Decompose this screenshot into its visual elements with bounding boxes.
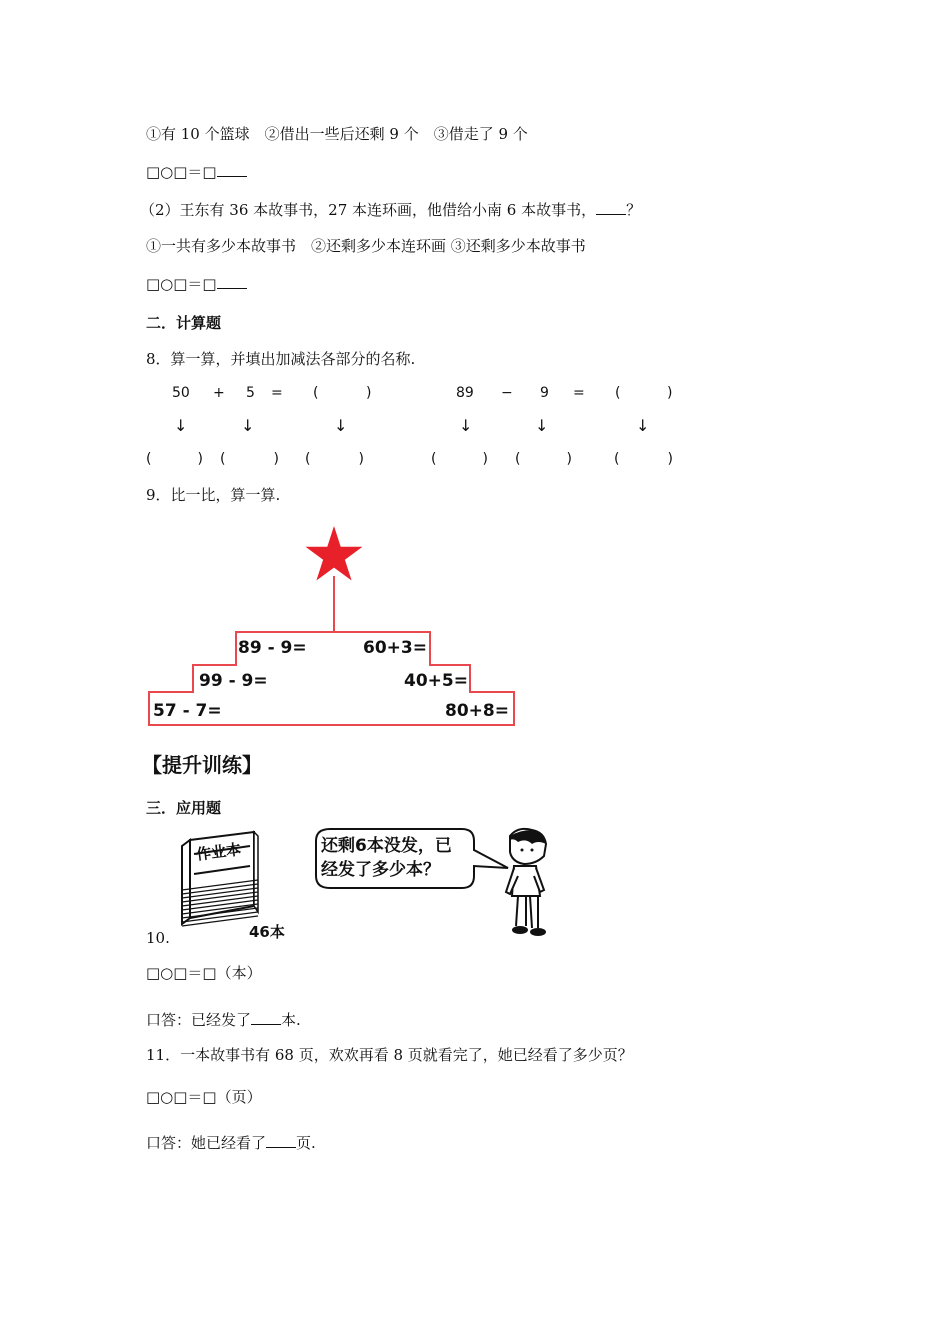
bubble-line-2: 经发了多少本？ <box>321 860 440 880</box>
formula-text: □○□＝□ <box>146 275 217 293</box>
paren-close: ) <box>566 451 572 467</box>
q11-answer <box>146 1133 316 1153</box>
q8-eq1-addend1: 50 <box>172 385 190 401</box>
q9-bot-right: 80+8= <box>445 701 509 721</box>
book-count-label: 46本 <box>249 923 285 941</box>
q10-answer-prefix: 口答：已经发了 <box>146 1011 252 1029</box>
q7-part2-formula <box>146 274 247 294</box>
q9-bot-left: 57 - 7= <box>153 701 222 721</box>
down-arrow-icon: ↓ <box>174 416 188 435</box>
q8-eq2-minus: − <box>501 385 513 401</box>
paren-open: ( <box>515 451 521 467</box>
q8-eq2-paren-open: ( <box>615 385 621 401</box>
formula-text: □○□＝□ <box>146 163 217 181</box>
down-arrow-icon: ↓ <box>535 416 549 435</box>
q8-eq2-paren-close: ) <box>667 385 673 401</box>
name-blank-3[interactable] <box>305 451 364 467</box>
paren-open: ( <box>220 451 226 467</box>
q9-stem: 9．比一比，算一算. <box>146 486 281 504</box>
q11-formula: □○□＝□（页） <box>146 1088 262 1106</box>
name-blank-2[interactable] <box>220 451 279 467</box>
paren-open: ( <box>431 451 437 467</box>
down-arrow-icon: ↓ <box>241 416 255 435</box>
paren-close: ) <box>358 451 364 467</box>
answer-blank[interactable] <box>217 162 247 177</box>
q8-eq1-paren-close: ) <box>366 385 372 401</box>
q11-answer-suffix: 页. <box>296 1134 316 1152</box>
q9-top-right: 60+3= <box>363 638 427 658</box>
q10-number: 10. <box>146 929 170 947</box>
paren-close: ) <box>197 451 203 467</box>
q8-eq1-plus: + <box>213 385 225 401</box>
down-arrow-icon: ↓ <box>636 416 650 435</box>
down-arrow-icon: ↓ <box>334 416 348 435</box>
q8-eq2-equals: = <box>573 385 585 401</box>
q10-formula: □○□＝□（本） <box>146 964 262 982</box>
q11-stem: 11．一本故事书有 68 页，欢欢再看 8 页就看完了，她已经看了多少页？ <box>146 1046 633 1064</box>
down-arrow-icon: ↓ <box>459 416 473 435</box>
paren-open: ( <box>305 451 311 467</box>
q8-eq2-minuend: 89 <box>456 385 474 401</box>
name-blank-4[interactable] <box>431 451 488 467</box>
q8-stem: 8．算一算，并填出加减法各部分的名称. <box>146 350 416 368</box>
q7-part2-tail: ？ <box>626 201 642 219</box>
q8-eq2-subtrahend: 9 <box>540 385 549 401</box>
q7-part2-stem <box>140 200 641 220</box>
q9-mid-right: 40+5= <box>404 671 468 691</box>
name-blank-6[interactable] <box>614 451 673 467</box>
q11-answer-prefix: 口答：她已经看了 <box>146 1134 267 1152</box>
section-heading-calculation: 二．计算题 <box>146 314 222 332</box>
q9-mid-left: 99 - 9= <box>199 671 268 691</box>
paren-open: ( <box>614 451 620 467</box>
q7-part1-options: ①有 10 个篮球 ②借出一些后还剩 9 个 ③借走了 9 个 <box>146 125 528 143</box>
q11-answer-blank[interactable] <box>266 1133 296 1148</box>
q9-top-left: 89 - 9= <box>238 638 307 658</box>
question-blank[interactable] <box>596 200 626 215</box>
red-star-icon <box>306 526 363 581</box>
q7-part1-formula <box>146 162 247 182</box>
section-heading-application: 三．应用题 <box>146 799 222 817</box>
paren-close: ) <box>667 451 673 467</box>
q10-answer-blank[interactable] <box>251 1010 281 1025</box>
q10-answer-suffix: 本. <box>281 1011 301 1029</box>
q7-part2-options: ①一共有多少本故事书 ②还剩多少本连环画 ③还剩多少本故事书 <box>146 237 586 255</box>
paren-close: ) <box>482 451 488 467</box>
q10-answer <box>146 1010 301 1030</box>
name-blank-5[interactable] <box>515 451 572 467</box>
name-blank-1[interactable] <box>146 451 203 467</box>
q7-part2-text: （2）王东有 36 本故事书，27 本连环画，他借给小南 6 本故事书， <box>140 201 597 219</box>
section-title: 【提升训练】 <box>142 753 262 777</box>
answer-blank[interactable] <box>217 274 247 289</box>
q8-eq1-paren-open: ( <box>313 385 319 401</box>
paren-open: ( <box>146 451 152 467</box>
q8-eq1-equals: = <box>271 385 283 401</box>
q8-eq1-addend2: 5 <box>246 385 255 401</box>
bubble-line-1: 还剩6本没发，已 <box>321 836 452 856</box>
boy-figure <box>496 826 556 940</box>
paren-close: ) <box>273 451 279 467</box>
book-label: 作业本 <box>195 840 243 864</box>
